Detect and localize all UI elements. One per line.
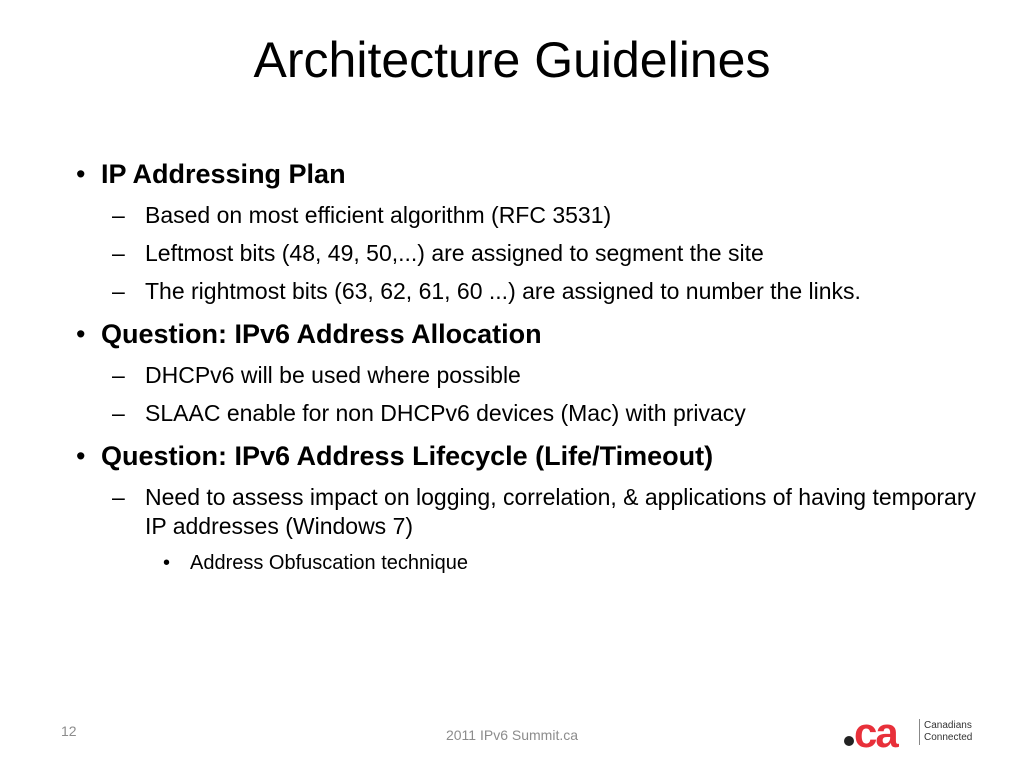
bullet-dot-icon: •: [163, 552, 171, 574]
bullet-address-allocation: [76, 316, 976, 352]
bullet-text: Question: IPv6 Address Allocation: [101, 319, 542, 349]
bullet-dot-icon: •: [76, 319, 86, 349]
logo-line-1: Canadians: [924, 720, 972, 731]
logo-dot-icon: [844, 736, 854, 746]
slide-content: [76, 156, 976, 576]
sub-bullet-text: Based on most efficient algorithm (RFC 3531): [145, 202, 612, 228]
sub-sub-bullet-text: Address Obfuscation technique: [190, 552, 468, 574]
dash-icon: –: [112, 400, 125, 426]
dash-icon: –: [112, 240, 125, 266]
bullet-ip-addressing-plan: [76, 156, 976, 192]
logo-divider: [919, 719, 920, 745]
slide-number: 12: [61, 723, 77, 739]
sub-bullet-text: SLAAC enable for non DHCPv6 devices (Mac) with privacy: [145, 400, 746, 426]
sub-bullet-item: [76, 399, 976, 428]
bullet-dot-icon: •: [76, 159, 86, 189]
sub-bullet-item: [76, 277, 976, 306]
slide-title: Architecture Guidelines: [253, 32, 771, 88]
logo-line-2: Connected: [924, 732, 973, 743]
canadians-connected-logo: [830, 712, 980, 752]
logo-mark-text: ca: [854, 712, 897, 752]
bullet-text: IP Addressing Plan: [101, 159, 346, 189]
sub-bullet-item: [76, 483, 976, 541]
slide-footer: 2011 IPv6 Summit.ca: [445, 727, 579, 743]
bullet-address-lifecycle: [76, 438, 976, 474]
sub-bullet-item: [76, 239, 976, 268]
dash-icon: –: [112, 278, 125, 304]
sub-bullet-text: Leftmost bits (48, 49, 50,...) are assigned to segment the site: [145, 240, 764, 266]
dash-icon: –: [112, 484, 125, 510]
dash-icon: –: [112, 362, 125, 388]
ca-logo-mark-icon: [844, 712, 918, 752]
sub-bullet-item: [76, 201, 976, 230]
bullet-dot-icon: •: [76, 441, 86, 471]
dash-icon: –: [112, 202, 125, 228]
sub-bullet-text: Need to assess impact on logging, correlation, & applications of having temporary IP addresses (Windows 7): [145, 484, 977, 539]
sub-sub-bullet-item: [76, 550, 976, 576]
sub-bullet-item: [76, 361, 976, 390]
sub-bullet-text: The rightmost bits (63, 62, 61, 60 ...) are assigned to number the links.: [145, 278, 861, 304]
bullet-text: Question: IPv6 Address Lifecycle (Life/Timeout): [101, 441, 714, 471]
logo-wordmark: [924, 720, 972, 744]
sub-bullet-text: DHCPv6 will be used where possible: [145, 362, 521, 388]
